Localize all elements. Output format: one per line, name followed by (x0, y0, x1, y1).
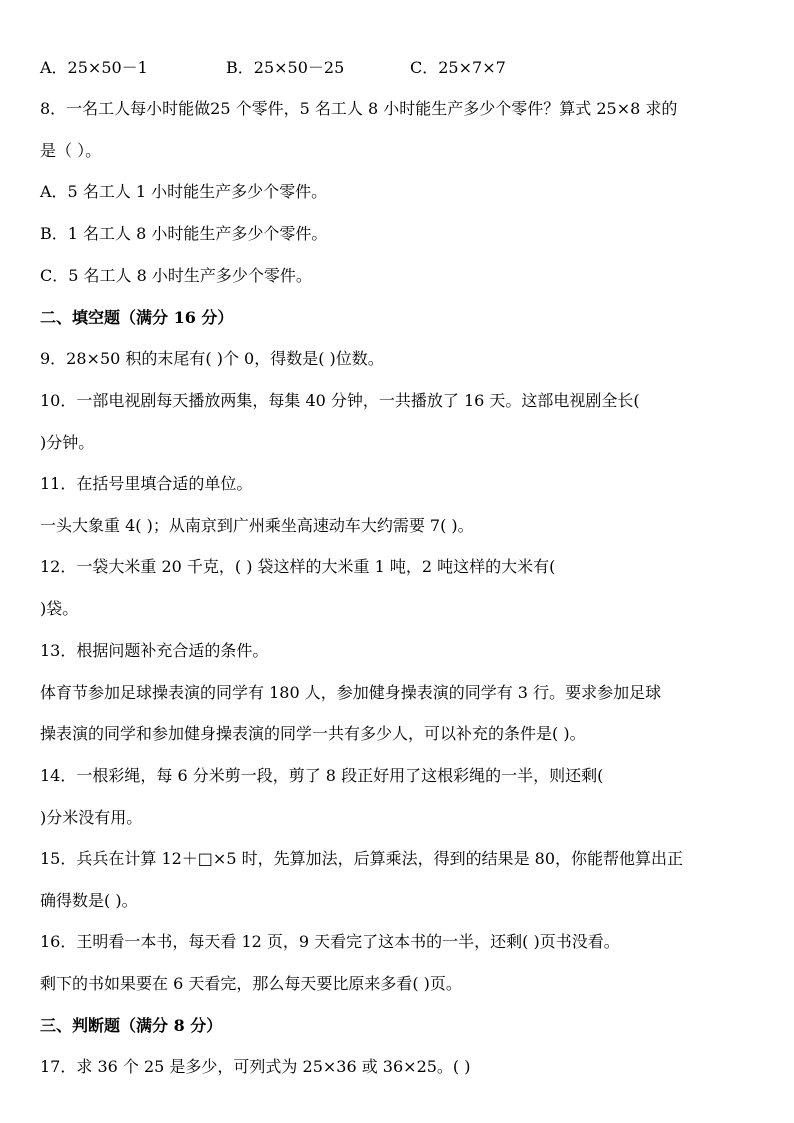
q7-option-c: C．25×7×7 (410, 58, 506, 77)
q8-option-c: C．5 名工人 8 小时生产多少个零件。 (40, 266, 312, 285)
q7-option-b: B．25×50－25 (226, 58, 345, 77)
q15-line1: 15．兵兵在计算 12＋□×5 时，先算加法，后算乘法，得到的结果是 80，你能帮他算出正 (40, 849, 684, 868)
section2-title: 二、填空题（满分 16 分） (40, 308, 234, 327)
q8-option-b: B．1 名工人 8 小时能生产多少个零件。 (40, 224, 328, 243)
q8-stem-line1: 8．一名工人每小时能做25 个零件，5 名工人 8 小时能生产多少个零件？算式 25×8 求的 (40, 99, 678, 118)
q11-line2: 一头大象重 4( )；从南京到广州乘坐高速动车大约需要 7( )。 (40, 516, 474, 535)
q13-stem: 13．根据问题补充合适的条件。 (40, 641, 269, 660)
q13-line2: 体育节参加足球操表演的同学有 180 人，参加健身操表演的同学有 3 行。要求参加足球 (40, 683, 662, 702)
q13-line3: 操表演的同学和参加健身操表演的同学一共有多少人，可以补充的条件是( )。 (40, 724, 586, 743)
q12-line1: 12．一袋大米重 20 千克，( ) 袋这样的大米重 1 吨，2 吨这样的大米有( (40, 557, 556, 576)
q16-line1: 16．王明看一本书，每天看 12 页，9 天看完了这本书的一半，还剩( )页书没看。 (40, 932, 620, 951)
q7-option-a: A．25×50－1 (40, 58, 148, 77)
q9: 9．28×50 积的末尾有( )个 0，得数是( )位数。 (40, 349, 384, 368)
q12-line2: )袋。 (40, 599, 79, 618)
section3-title: 三、判断题（满分 8 分） (40, 1016, 223, 1035)
q10-line2: )分钟。 (40, 433, 95, 452)
q14-line1: 14．一根彩绳，每 6 分米剪一段，剪了 8 段正好用了这根彩绳的一半，则还剩( (40, 766, 604, 785)
q8-stem-line2: 是（ ）。 (40, 141, 102, 160)
q8-option-a: A．5 名工人 1 小时能生产多少个零件。 (40, 182, 328, 201)
q14-line2: )分米没有用。 (40, 808, 143, 827)
q11-stem: 11．在括号里填合适的单位。 (40, 474, 253, 493)
q7-options (40, 58, 760, 78)
q16-line2: 剩下的书如果要在 6 天看完，那么每天要比原来多看( )页。 (40, 974, 462, 993)
q17: 17．求 36 个 25 是多少，可列式为 25×36 或 36×25。( ) (40, 1057, 471, 1076)
q10-line1: 10．一部电视剧每天播放两集，每集 40 分钟，一共播放了 16 天。这部电视剧全长( (40, 391, 640, 410)
q15-line2: 确得数是( )。 (40, 891, 138, 910)
